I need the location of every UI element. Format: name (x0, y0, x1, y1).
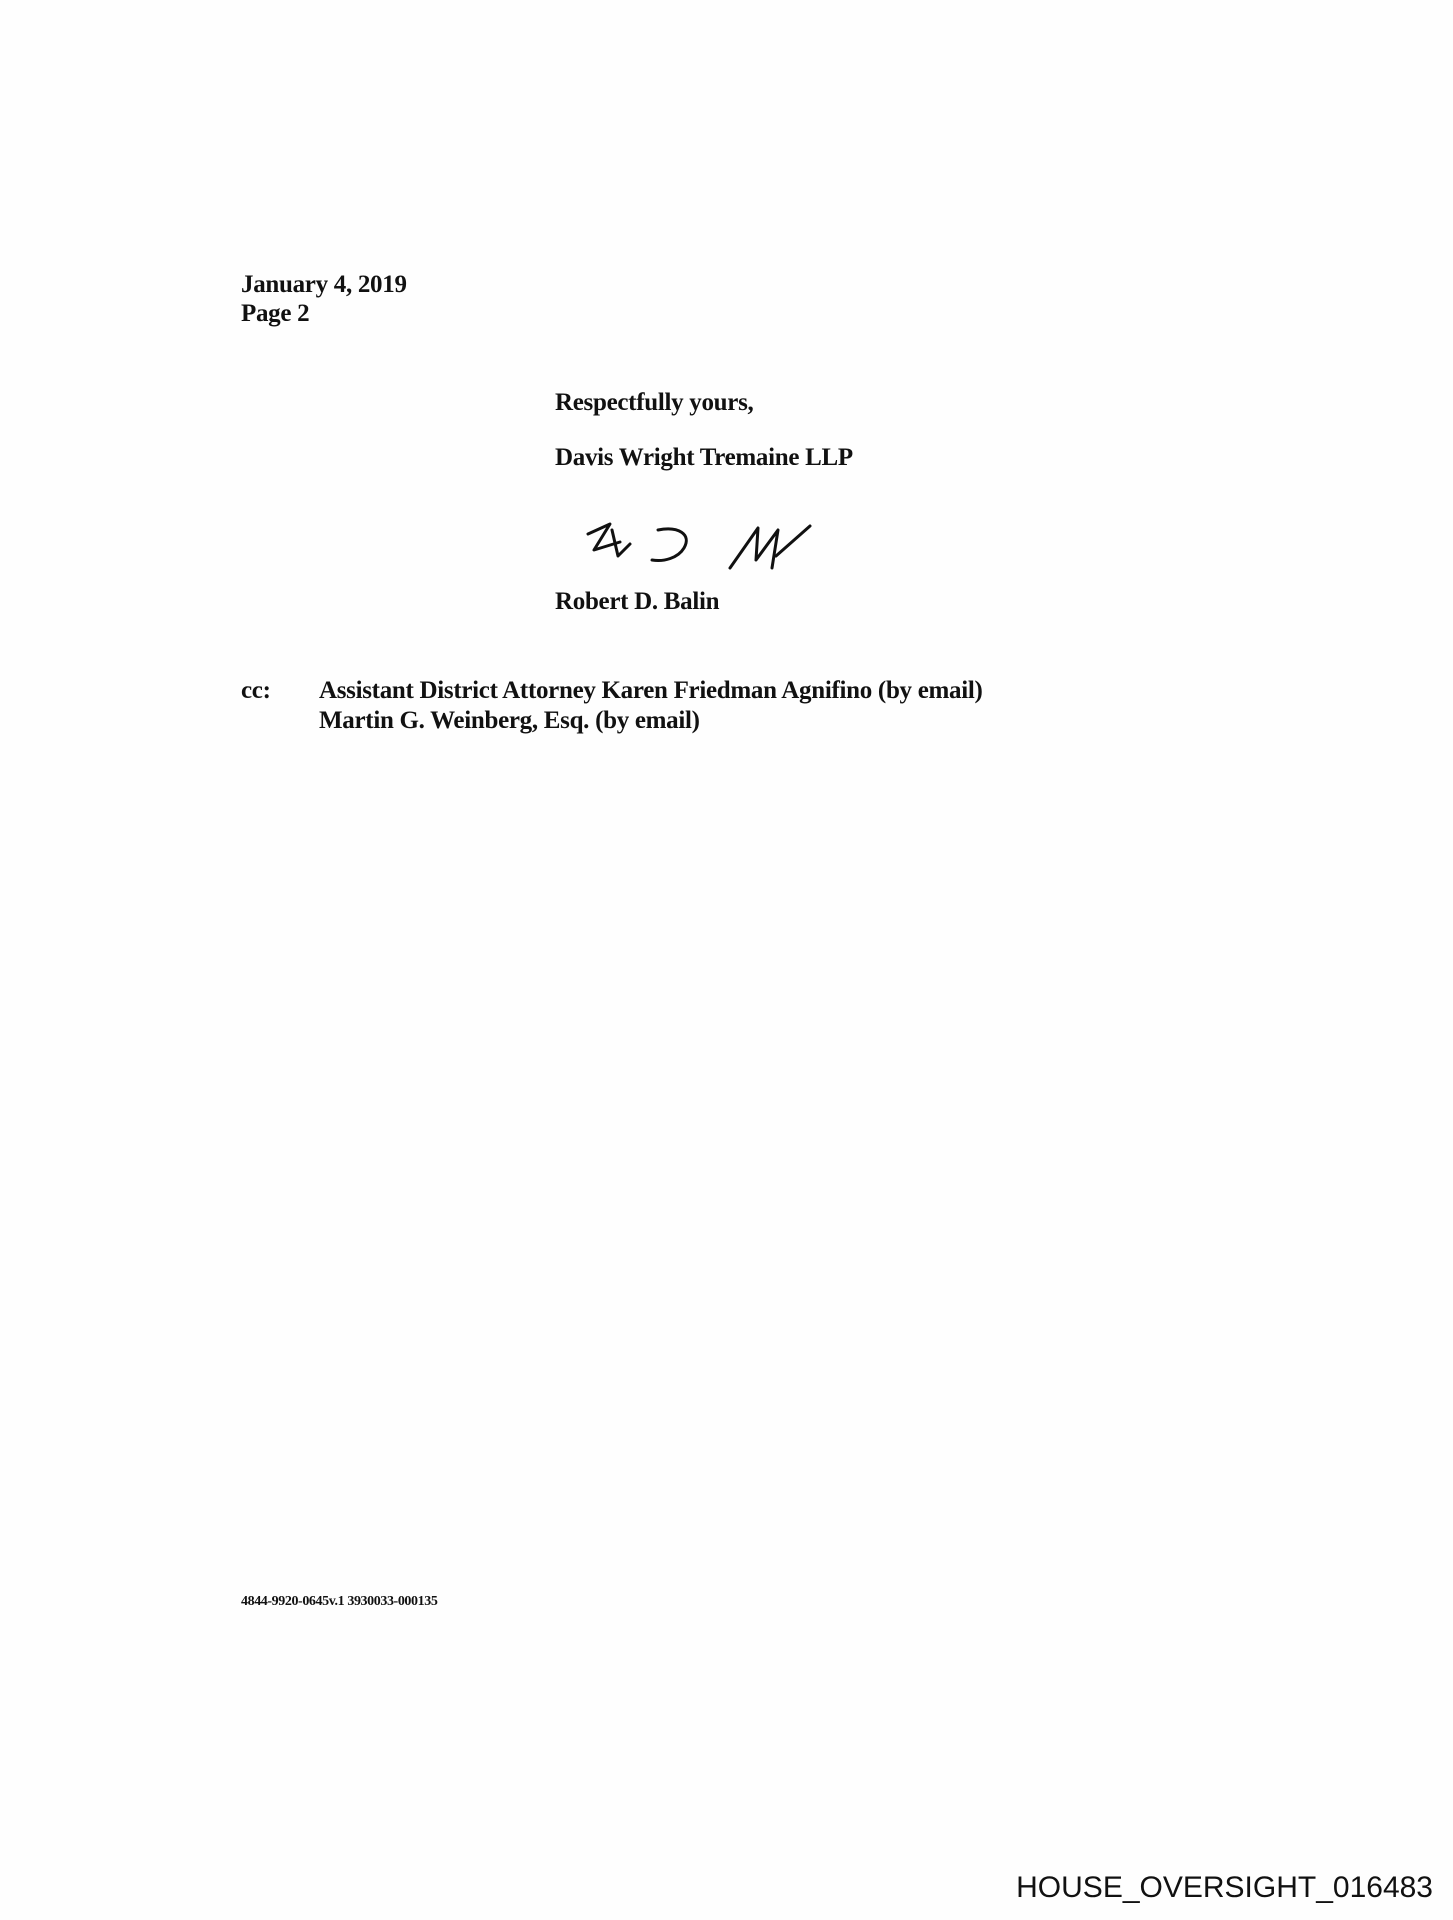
signer-name: Robert D. Balin (555, 588, 720, 615)
signature-image (580, 512, 860, 592)
cc-recipient: Martin G. Weinberg, Esq. (by email) (319, 707, 700, 734)
letter-date: January 4, 2019 (241, 271, 407, 298)
handwritten-signature (580, 512, 860, 592)
cc-recipient: Assistant District Attorney Karen Friedman Agnifino (by email) (319, 677, 983, 704)
firm-name: Davis Wright Tremaine LLP (555, 444, 853, 471)
page-number: Page 2 (241, 300, 310, 327)
bates-number: HOUSE_OVERSIGHT_016483 (1016, 1871, 1433, 1904)
complimentary-closing: Respectfully yours, (555, 389, 754, 416)
cc-label: cc: (241, 677, 271, 704)
cc-recipient-list (319, 676, 983, 736)
document-id: 4844-9920-0645v.1 3930033-000135 (241, 1594, 438, 1609)
